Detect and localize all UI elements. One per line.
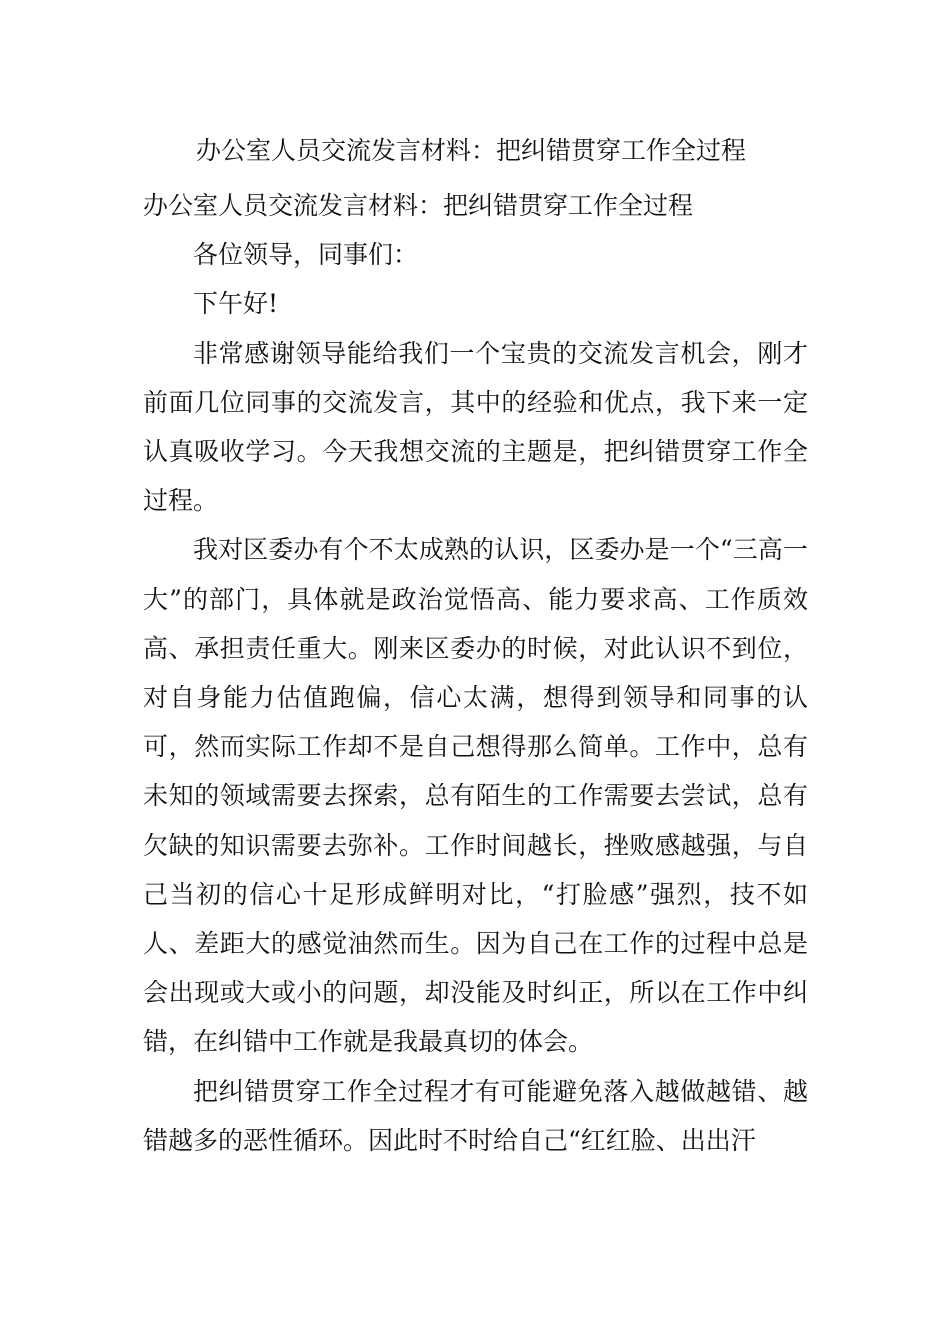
document-title: 办公室人员交流发言材料：把纠错贯穿工作全过程 (196, 136, 747, 165)
paragraph-intro: 非常感谢领导能给我们一个宝贵的交流发言机会，刚才前面几位同事的交流发言，其中的经验和优点，我下来一定认真吸收学习。今天我想交流的主题是，把纠错贯穿工作全过程。 (143, 338, 808, 516)
salutation: 各位领导，同事们： (193, 240, 419, 270)
repeated-title-line: 办公室人员交流发言材料：把纠错贯穿工作全过程 (143, 191, 694, 220)
paragraph-correction: 把纠错贯穿工作全过程才有可能避免落入越做越错、越错越多的恶性循环。因此时不时给自己“红红脸、出出汗 (143, 1076, 808, 1155)
document-body (143, 181, 808, 1165)
paragraph-reflection: 我对区委办有个不太成熟的认识，区委办是一个“三高一大”的部门，具体就是政治觉悟高、能力要求高、工作质效高、承担责任重大。刚来区委办的时候，对此认识不到位，对自身能力估值跑偏，信心太满，想得到领导和同事的认可，然而实际工作却不是自己想得那么简单。工作中，总有未知的领域需要去探索，总有陌生的工作需要去尝试，总有欠缺的知识需要去弥补。工作时间越长，挫败感越强，与自己当初的信心十足形成鲜明对比，“打脸感”强烈，技不如人、差距大的感觉油然而生。因为自己在工作的过程中总是会出现或大或小的问题，却没能及时纠正，所以在工作中纠错，在纠错中工作就是我最真切的体会。 (143, 535, 808, 1057)
greeting: 下午好! (193, 289, 279, 319)
